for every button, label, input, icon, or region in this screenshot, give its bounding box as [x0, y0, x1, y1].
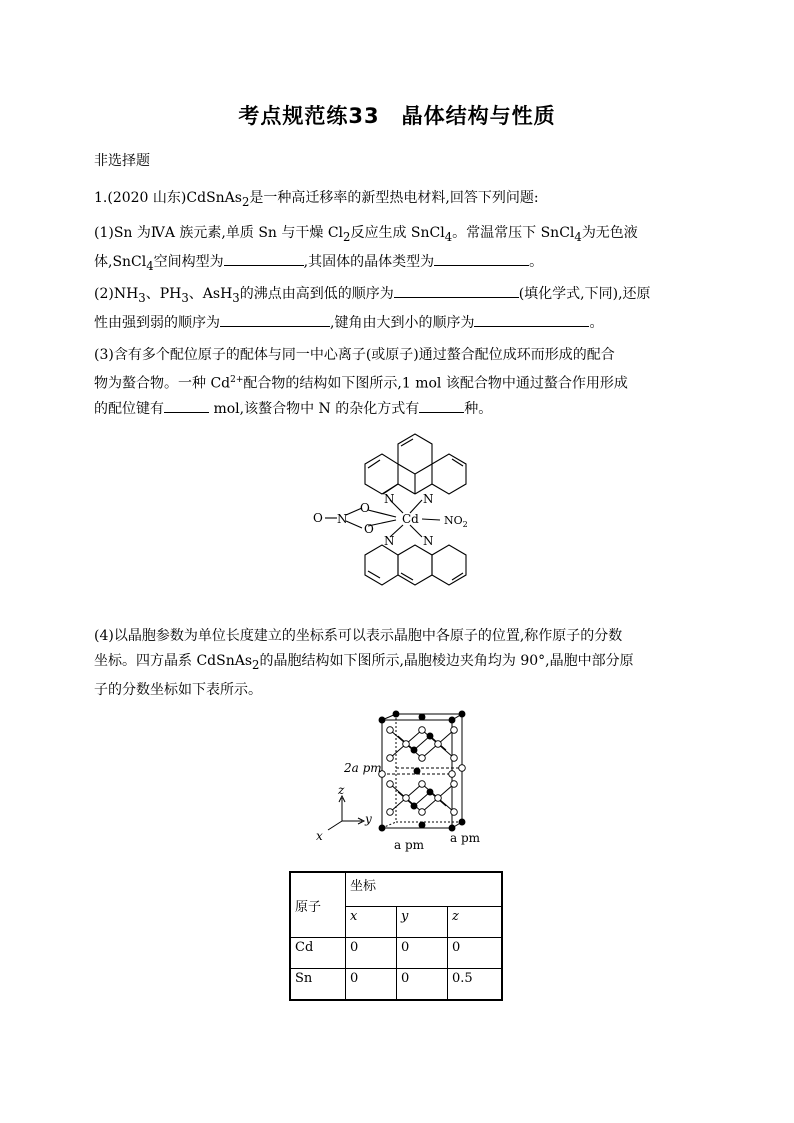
part-3 — [94, 343, 704, 422]
n-atom-label: N — [423, 492, 434, 506]
answer-blank[interactable] — [394, 282, 519, 298]
x-axis-label: x — [316, 829, 323, 843]
answer-blank[interactable] — [224, 250, 304, 266]
part2-text: ,键角由大到小的顺序为 — [330, 314, 475, 331]
n-atom-label: N — [384, 534, 395, 548]
subscript: 3 — [232, 290, 240, 305]
part3-text: mol,该螯合物中 N 的杂化方式有 — [209, 400, 420, 417]
o-atom-label: O — [360, 501, 370, 515]
part4-text: 子的分数坐标如下表所示。 — [94, 681, 262, 698]
atom-cell: Cd — [290, 938, 346, 969]
n-atom-label: N — [337, 512, 348, 526]
crystal-cell-diagram — [312, 710, 487, 858]
part2-text: (填化学式,下同),还原 — [518, 286, 651, 302]
part1-text: 空间构型为 — [153, 253, 224, 270]
subscript: 3 — [181, 290, 189, 305]
n-atom-label: N — [423, 534, 434, 548]
n-atom-label: N — [384, 492, 395, 506]
subscript: 3 — [138, 290, 146, 305]
subscript: 2 — [241, 194, 250, 209]
answer-blank[interactable] — [474, 311, 589, 327]
subscript: 2 — [343, 229, 351, 244]
o-atom-label: O — [364, 522, 374, 536]
answer-blank[interactable] — [220, 311, 330, 327]
coord-cell: 0 — [397, 969, 448, 1001]
cd-atom-label: Cd — [402, 512, 419, 526]
intro-text: 是一种高迁移率的新型热电材料,回答下列问题: — [249, 190, 539, 206]
part4-text: (4)以晶胞参数为单位长度建立的坐标系可以表示晶胞中各原子的位置,称作原子的分数 — [94, 628, 623, 644]
part3-text: (3)含有多个配位原子的配体与同一中心离子(或原子)通过螯合配位成环而形成的配合 — [94, 347, 615, 363]
question-intro: 1.(2020 山东)CdSnAs$_2$是一种高迁移率的新型热电材料,回答下列问题: — [94, 190, 539, 209]
height-label-text: 2a pm — [344, 761, 382, 775]
o-atom-label: O — [313, 511, 323, 525]
no2-label — [444, 514, 468, 529]
part4-text: 的晶胞结构如下图所示,晶胞棱边夹角均为 90°,晶胞中部分原 — [259, 653, 634, 669]
depth-label: a pm — [450, 831, 481, 845]
table-row — [290, 938, 502, 969]
part1-text: ,其固体的晶体类型为 — [303, 253, 435, 270]
axis-header-y: y — [397, 906, 448, 937]
table-header-row — [290, 872, 502, 906]
part3-text: 的配位键有 — [94, 400, 164, 417]
part3-text: 种。 — [464, 400, 493, 417]
atom-cell: Sn — [290, 969, 346, 1001]
formula-text: CdSnAs — [186, 190, 242, 206]
no2-text: NO — [444, 514, 463, 527]
answer-blank[interactable] — [434, 250, 529, 266]
part3-text: 配合物的结构如下图所示,1 mol 该配合物中通过螯合作用形成 — [243, 375, 628, 392]
y-axis-label: y — [365, 812, 372, 826]
coord-cell: 0 — [346, 969, 397, 1001]
question-number: 1 — [94, 190, 103, 206]
table-row — [290, 969, 502, 1001]
coord-cell: 0 — [397, 938, 448, 969]
fractional-coordinates-table — [289, 871, 503, 1001]
part2-text: (2)NH — [94, 286, 139, 302]
part2-text: 、AsH — [188, 286, 233, 302]
subscript: 4 — [444, 229, 453, 244]
page-title: 考点规范练33 晶体结构与性质 — [238, 104, 556, 128]
question-source: (2020 山东) — [107, 190, 187, 206]
coord-cell: 0 — [448, 938, 503, 969]
part-1 — [94, 221, 704, 279]
subscript: 2 — [462, 520, 468, 529]
coord-cell: 0.5 — [448, 969, 503, 1001]
subscript: 4 — [574, 229, 582, 244]
part2-text: 。 — [589, 314, 604, 331]
atom-header: 原子 — [290, 872, 346, 938]
cd-complex-structure — [300, 425, 500, 615]
part-2 — [94, 282, 704, 336]
part1-text: 为无色液 — [581, 225, 638, 241]
part2-text: 性由强到弱的顺序为 — [94, 314, 220, 331]
answer-blank[interactable] — [419, 397, 464, 413]
part4-text: 坐标。四方晶系 CdSnAs — [94, 653, 253, 669]
axis-header-x: x — [346, 906, 397, 937]
part1-text: 。常温常压下 SnCl — [452, 225, 575, 241]
part1-text: 体,SnCl — [94, 253, 147, 270]
part1-text: (1)Sn 为ⅣA 族元素,单质 Sn 与干燥 Cl — [94, 225, 344, 241]
superscript: 2+ — [230, 375, 244, 385]
width-label: a pm — [394, 838, 425, 852]
axis-header-z: z — [448, 906, 503, 937]
part1-text: 反应生成 SnCl — [350, 225, 445, 241]
height-label — [343, 761, 382, 775]
answer-blank[interactable] — [164, 397, 209, 413]
part3-text: 物为螯合物。一种 Cd — [94, 375, 231, 392]
coord-header: 坐标 — [346, 872, 503, 906]
coord-cell: 0 — [346, 938, 397, 969]
part2-text: 的沸点由高到低的顺序为 — [239, 286, 394, 302]
section-heading: 非选择题 — [94, 153, 150, 169]
subscript: 4 — [146, 258, 154, 273]
part1-text: 。 — [529, 253, 544, 270]
z-axis-label: z — [338, 783, 345, 797]
part2-text: 、PH — [145, 286, 182, 302]
subscript: 2 — [252, 657, 260, 672]
part-4 — [94, 624, 704, 703]
